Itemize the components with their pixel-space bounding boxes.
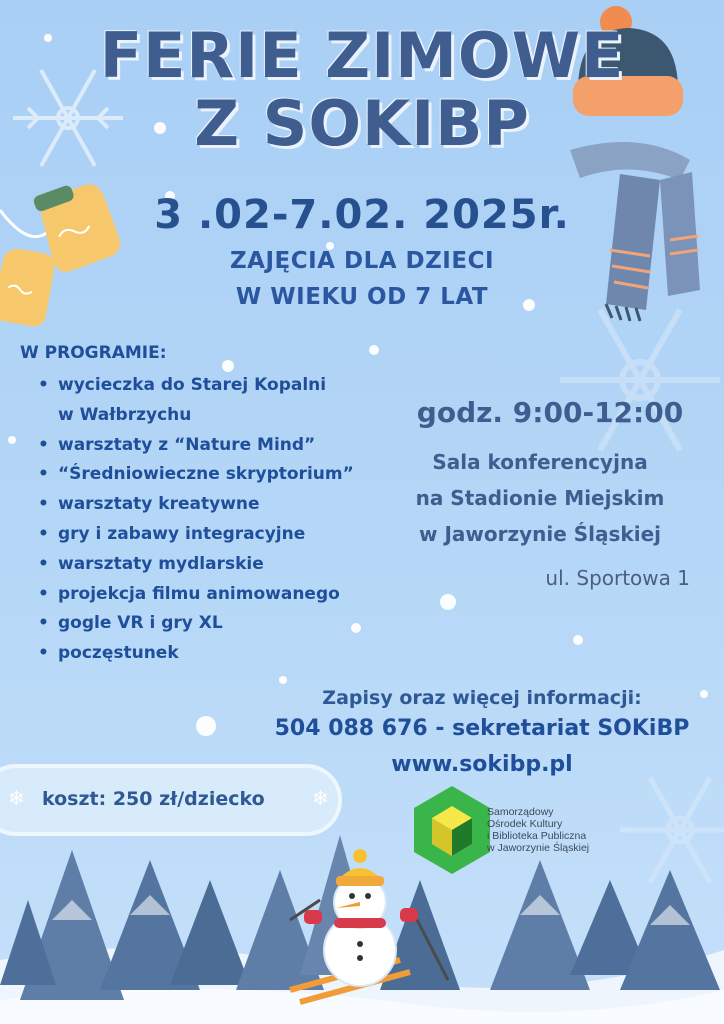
cost-label: koszt: 250 zł/dziecko bbox=[42, 788, 265, 810]
subtitle-line-2: W WIEKU OD 7 LAT bbox=[235, 284, 489, 310]
subtitle-line-1: ZAJĘCIA DLA DZIECI bbox=[229, 248, 495, 274]
contact-phone[interactable]: 504 088 676 - sekretariat SOKiBP bbox=[274, 716, 690, 741]
page-title bbox=[0, 19, 724, 160]
website-link[interactable]: www.sokibp.pl bbox=[391, 752, 573, 777]
snowflake-icon: ❄ bbox=[8, 786, 25, 810]
snowflake-icon bbox=[620, 778, 724, 882]
venue-line-3: w Jaworzynie Śląskiej bbox=[419, 522, 661, 546]
list-item: • projekcja filmu animowanego bbox=[38, 580, 354, 610]
title-line-2: Z SOKIBP bbox=[194, 87, 530, 160]
program-list bbox=[38, 371, 354, 669]
list-item: • “Średniowieczne skryptorium” bbox=[38, 460, 354, 490]
venue-street: ul. Sportowa 1 bbox=[545, 566, 690, 590]
list-item: • gogle VR i gry XL bbox=[38, 609, 354, 639]
event-hours: godz. 9:00-12:00 bbox=[416, 396, 684, 429]
list-item: • warsztaty kreatywne bbox=[38, 490, 354, 520]
list-item: • warsztaty z “Nature Mind” bbox=[38, 431, 354, 461]
contact-heading: Zapisy oraz więcej informacji: bbox=[322, 687, 642, 709]
venue-line-1: Sala konferencyjna bbox=[432, 450, 648, 474]
list-item: • gry i zabawy integracyjne bbox=[38, 520, 354, 550]
venue-line-2: na Stadionie Miejskim bbox=[415, 486, 665, 510]
organization-name: Samorządowy Ośrodek Kultury i Biblioteka Publiczna w Jaworzynie Śląskiej bbox=[487, 806, 590, 854]
sokibp-logo-icon bbox=[414, 786, 490, 874]
title-line-1: FERIE ZIMOWE bbox=[99, 19, 625, 92]
list-item: • poczęstunek bbox=[38, 639, 354, 669]
event-dates: 3 .02-7.02. 2025r. bbox=[154, 192, 570, 238]
program-heading: W PROGRAMIE: bbox=[20, 343, 167, 363]
list-item: • wycieczka do Starej Kopalni w Wałbrzychu bbox=[38, 371, 354, 431]
snowflake-icon: ❄ bbox=[312, 786, 329, 810]
list-item: • warsztaty mydlarskie bbox=[38, 550, 354, 580]
snowflake-icon bbox=[560, 310, 720, 450]
